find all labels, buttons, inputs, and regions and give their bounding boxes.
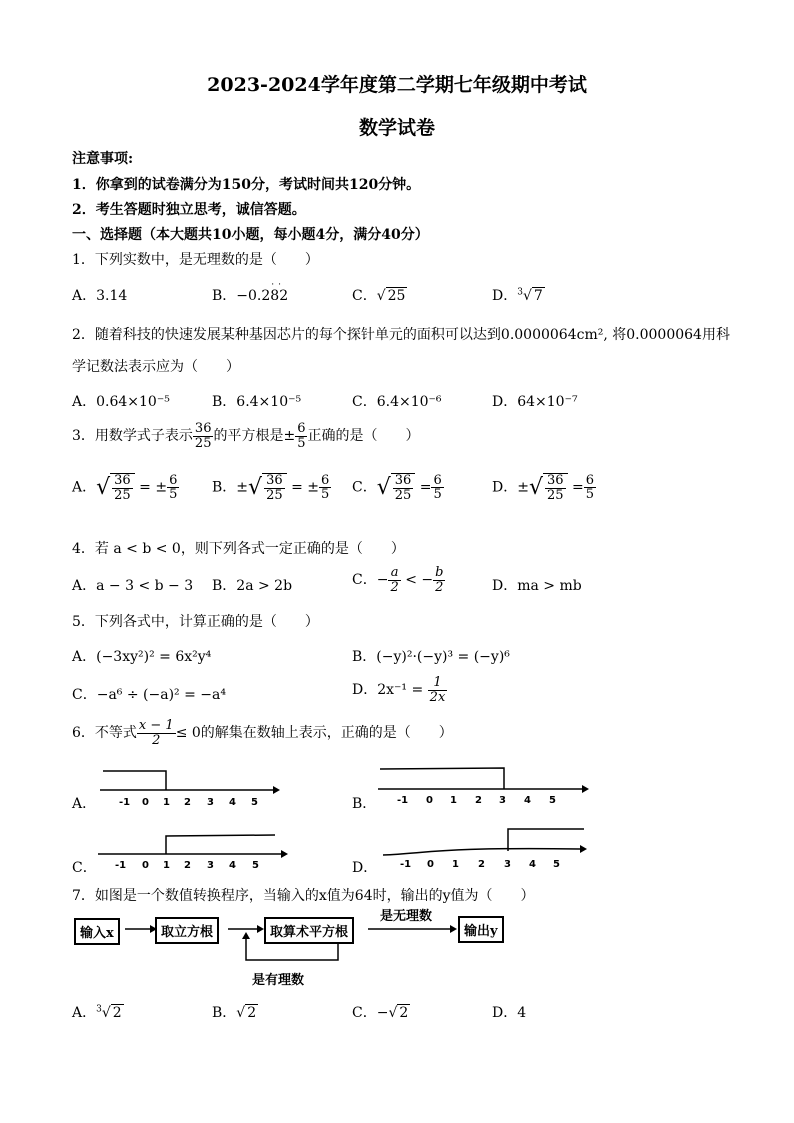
q5-option-d: D．2x⁻¹ = $\frac{1}{2x}$ [352,675,446,705]
note-item-2: 2．考生答题时独立思考，诚信答题。 [72,202,306,218]
q5-option-a: A．(−3xy²)² = 6x²y⁴ [72,649,212,665]
tick-label: -1 [397,795,409,806]
flow-box-sqrt: 取算术平方根 [264,917,354,944]
tick-label: 3 [207,860,214,871]
q3-stem: 3．用数学式子表示 $\frac{36}{25}$ 的平方根是± $\frac{6}{5}$ 正确的是（ ） [72,421,420,451]
q6-numberline-c [95,830,290,875]
q1-option-d: D．$^3$√ 7 [492,287,543,304]
tick-label: 2 [475,795,482,806]
q6-option-b: B． [352,796,377,812]
tick-label: 4 [524,795,531,806]
q2-option-c: C．6.4×10⁻⁶ [352,394,442,410]
tick-label: 2 [184,797,191,808]
tick-label: 5 [553,859,560,870]
note-item-1: 1．你拿到的试卷满分为150分，考试时间共120分钟。 [72,177,421,193]
q4-option-b: B．2a > 2b [212,578,293,594]
tick-label: 0 [142,860,149,871]
q4-option-c: C．− $\frac{a}{2}$ < − $\frac{b}{2}$ [352,565,444,595]
section-heading: 一、选择题（本大题共10小题，每小题4分，满分40分） [72,227,429,243]
tick-label: 0 [142,797,149,808]
q6-option-a: A． [72,796,97,812]
q3-option-a: A．√ $\frac{36}{25}$ = ± $\frac{6}{5}$ [72,472,178,503]
tick-label: 1 [163,860,170,871]
exam-title: 2023-2024学年度第二学期七年级期中考试 [207,74,587,96]
tick-label: 0 [427,859,434,870]
tick-label: 4 [229,860,236,871]
tick-label: -1 [400,859,412,870]
q1-stem: 1．下列实数中，是无理数的是（ ） [72,252,319,268]
q5-stem: 5．下列各式中，计算正确的是（ ） [72,614,319,630]
tick-label: 5 [549,795,556,806]
tick-label: 2 [478,859,485,870]
q7-option-a: A．$^3$√ 2 [72,1004,122,1021]
tick-label: 3 [504,859,511,870]
q6-option-c: C． [72,860,97,876]
q6-numberline-d [380,825,588,873]
tick-label: 1 [452,859,459,870]
q3-option-d: D．±√ $\frac{36}{25}$ = $\frac{6}{5}$ [492,472,595,503]
q2-option-b: B．6.4×10⁻⁵ [212,394,302,410]
q7-option-d: D．4 [492,1005,527,1021]
tick-label: 5 [251,797,258,808]
q6-numberline-a [95,765,280,810]
q2-stem-line1: 2．随着科技的快速发展某种基因芯片的每个探针单元的面积可以达到0.0000064cm², 将0.0000064用科 [72,327,730,343]
q2-option-a: A．0.64×10⁻⁵ [72,394,170,410]
tick-label: -1 [115,860,127,871]
q6-option-d: D． [352,860,378,876]
flow-label-irrational: 是无理数 [380,909,433,924]
q3-option-c: C．√ $\frac{36}{25}$ = $\frac{6}{5}$ [352,472,442,503]
q3-option-b: B．±√ $\frac{36}{25}$ = ± $\frac{6}{5}$ [212,472,330,503]
q4-stem: 4．若 a < b < 0，则下列各式一定正确的是（ ） [72,541,405,557]
tick-label: 1 [163,797,170,808]
tick-label: 0 [426,795,433,806]
q4-option-a: A．a − 3 < b − 3 [72,578,194,594]
tick-label: 2 [184,860,191,871]
q7-option-b: B．√ 2 [212,1005,257,1021]
tick-label: 5 [252,860,259,871]
tick-label: 4 [229,797,236,808]
q1-option-a: A．3.14 [72,288,128,304]
tick-label: 3 [207,797,214,808]
tick-label: 3 [499,795,506,806]
q6-numberline-b [375,763,590,808]
q4-option-d: D．ma > mb [492,578,582,594]
flow-box-input: 输入x [74,918,120,945]
q2-option-d: D．64×10⁻⁷ [492,394,578,410]
tick-label: -1 [119,797,131,808]
q2-stem-line2: 学记数法表示应为（ ） [72,359,240,375]
notes-heading: 注意事项: [72,151,134,167]
flow-box-output: 输出y [458,916,504,943]
q6-stem: 6．不等式 $\frac{x - 1}{2}$ ≤ 0的解集在数轴上表示，正确的是（ ） [72,718,453,748]
q5-option-c: C．−a⁶ ÷ (−a)² = −a⁴ [72,687,226,703]
q1-option-b: B．−0.282 ·· [212,280,289,304]
q7-stem: 7．如图是一个数值转换程序，当输入的x值为64时，输出的y值为（ ） [72,888,535,904]
q1-option-c: C．√ 25 [352,288,406,304]
tick-label: 4 [529,859,536,870]
exam-subtitle: 数学试卷 [358,117,435,139]
q7-option-c: C．−√ 2 [352,1005,409,1021]
tick-label: 1 [450,795,457,806]
flow-box-cube-root: 取立方根 [155,917,219,944]
flow-label-rational: 是有理数 [252,973,305,988]
q5-option-b: B．(−y)²·(−y)³ = (−y)⁶ [352,649,510,665]
